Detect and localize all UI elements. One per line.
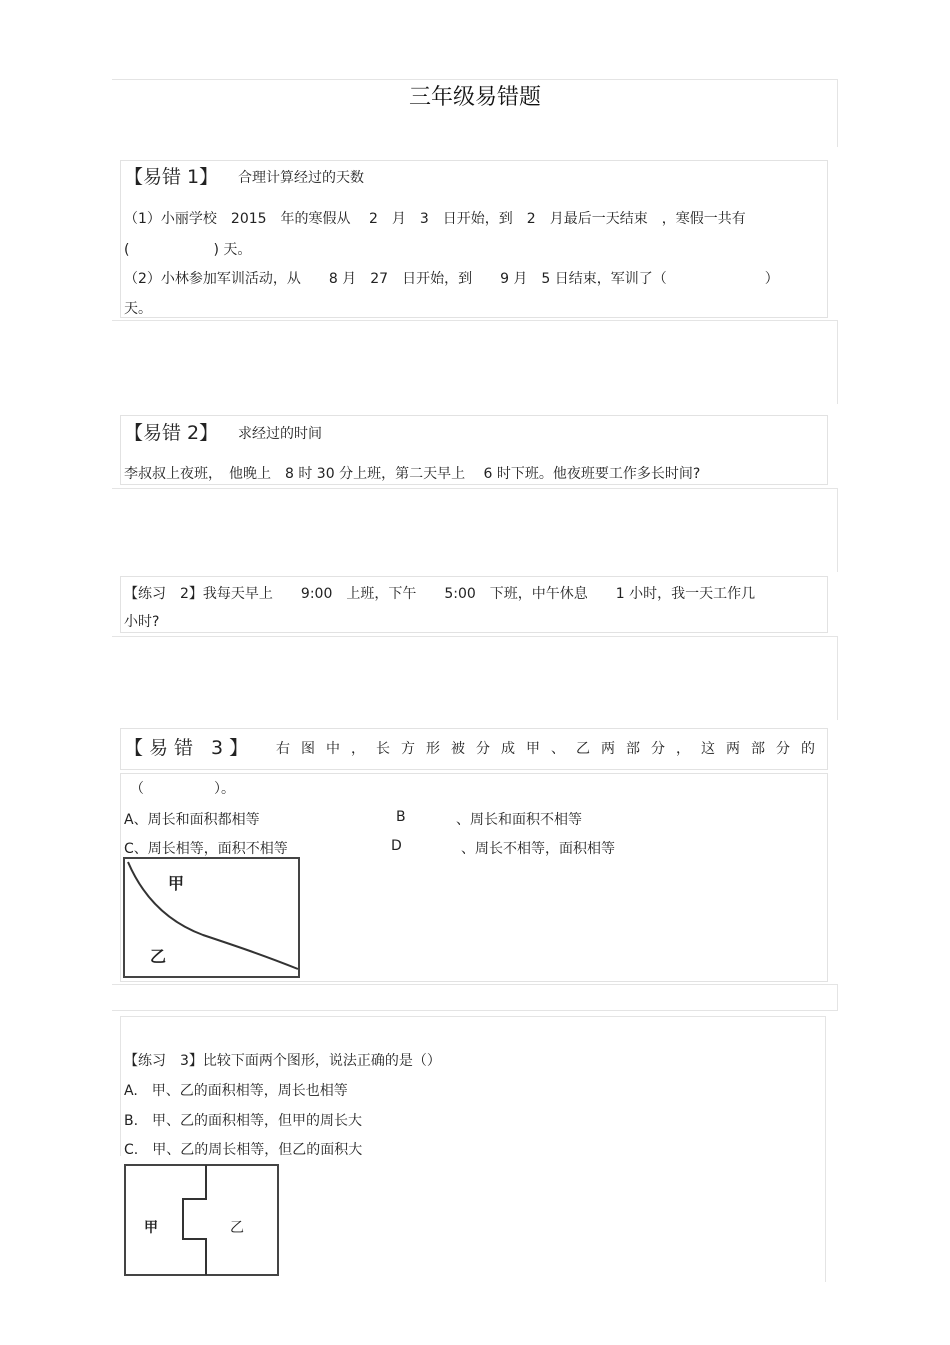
rule (120, 1016, 121, 1156)
question-2-line-2: 天。 (124, 301, 152, 317)
section-2-topic: 求经过的时间 (238, 426, 322, 442)
option-b-letter: B (396, 809, 406, 825)
option-d: 、周长不相等，面积相等 (461, 841, 615, 857)
figure-label-right: 乙 (230, 1220, 244, 1236)
rule (837, 984, 838, 1010)
question-1-line-1: （1）小丽学校 2015 年的寒假从 2 月 3 日开始，到 2 月最后一天结束 ，寒假一共有 (124, 211, 746, 227)
rule (837, 320, 838, 404)
section-1-label: 【易错 1】 (124, 166, 219, 188)
rule (112, 488, 838, 489)
rule (112, 636, 838, 637)
section-1-topic: 合理计算经过的天数 (238, 170, 364, 186)
question-1-line-2: ( ) 天。 (124, 242, 252, 258)
page-title: 三年级易错题 (408, 85, 541, 110)
option-a: A、周长和面积都相等 (124, 812, 260, 828)
figure-notch-line (183, 1165, 206, 1275)
practice-3-question: 【练习 3】比较下面两个图形，说法正确的是（） (124, 1053, 441, 1069)
section-3-blank: （ ）。 (130, 781, 235, 797)
figure-label-bottom: 乙 (150, 947, 167, 966)
section-3-question: 右图中，长方形被分成甲、乙两部分，这两部分的 (276, 741, 826, 757)
section-3-label: 【易错 3】 (124, 737, 255, 759)
rule (837, 488, 838, 572)
option-c: C、周长相等，面积不相等 (124, 841, 288, 857)
figure-label-top: 甲 (168, 874, 185, 893)
practice-3-option-a: A. 甲、乙的面积相等，周长也相等 (124, 1083, 348, 1099)
practice-3-option-b: B. 甲、乙的面积相等，但甲的周长大 (124, 1113, 363, 1129)
rule (112, 984, 838, 985)
rule (120, 1016, 826, 1017)
practice-2-line-1: 【练习 2】我每天早上 9:00 上班，下午 5:00 下班，中午休息 1 小时，我一天工作几 (124, 586, 756, 602)
rule (837, 636, 838, 720)
rule (112, 1010, 838, 1011)
option-d-letter: D (391, 838, 402, 854)
section-2-question: 李叔叔上夜班， 他晚上 8 时 30 分上班，第二天早上 6 时下班。他夜班要工作多长时间? (124, 466, 701, 482)
rule (825, 1016, 826, 1282)
question-2-line-1: （2）小林参加军训活动，从 8 月 27 日开始，到 9 月 5 日结束，军训了（ ） (124, 271, 779, 287)
option-b: 、周长和面积不相等 (456, 812, 582, 828)
rule (112, 320, 838, 321)
section-2-label: 【易错 2】 (124, 422, 219, 444)
practice-3-option-c: C. 甲、乙的周长相等，但乙的面积大 (124, 1142, 363, 1158)
practice-2-line-2: 小时? (124, 614, 160, 630)
figure-label-left: 甲 (144, 1220, 158, 1236)
